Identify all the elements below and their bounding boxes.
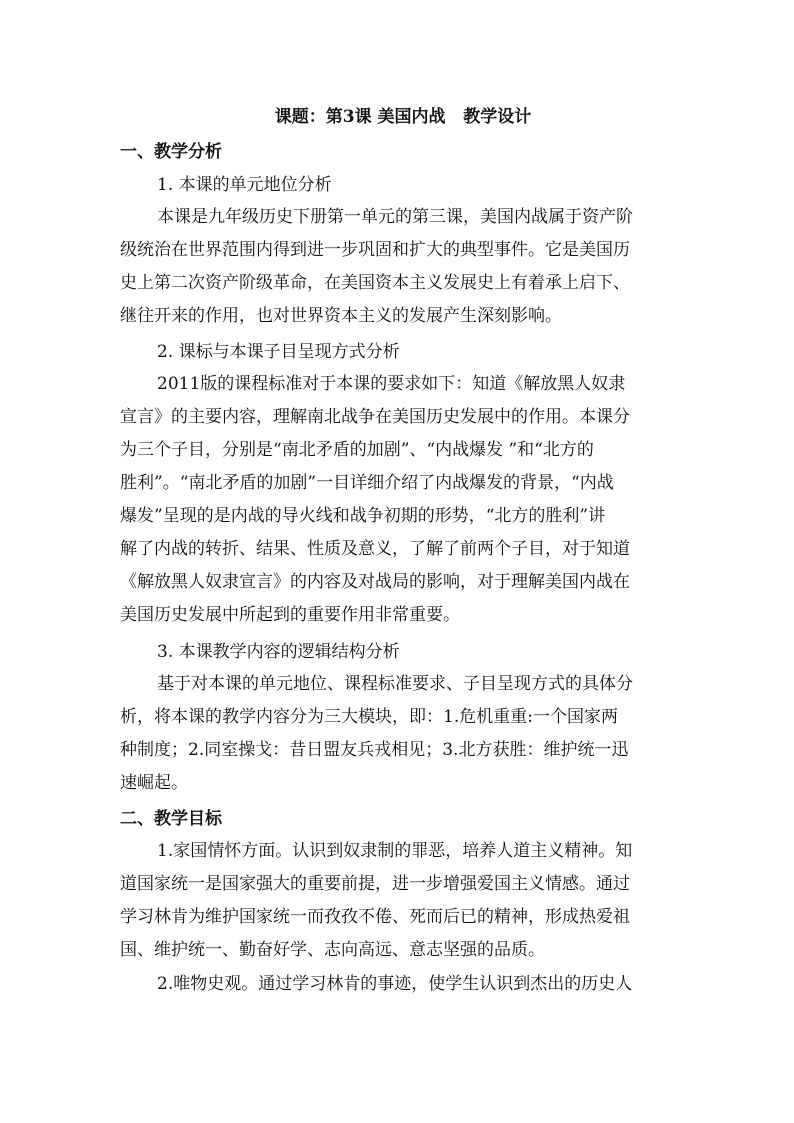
text-line: 解了内战的转折、结果、性质及意义，了解了前两个子目，对于知道 (120, 539, 630, 559)
text-line: 史上第二次资产阶级革命，在美国资本主义发展史上有着承上启下、 (120, 273, 630, 293)
paragraph-goal-materialism (120, 968, 686, 1001)
text-line: 级统治在世界范围内得到进一步巩固和扩大的典型事件。它是美国历 (120, 240, 630, 260)
text-line: 为三个子目，分别是“南北矛盾的加剧”、“内战爆发 ”和“北方的 (120, 440, 594, 460)
text-line: 析，将本课的教学内容分为三大模块，即：1.危机重重:一个国家两 (120, 707, 618, 727)
subheading-logic-structure: 3. 本课教学内容的逻辑结构分析 (157, 642, 400, 662)
text-line: 道国家统一是国家强大的重要前提，进一步增强爱国主义情感。通过 (120, 874, 630, 894)
paragraph-unit-position (120, 201, 686, 333)
text-line: 1.家国情怀方面。认识到奴隶制的罪恶，培养人道主义精神。知 (157, 841, 633, 861)
text-line: 种制度；2.同室操戈：昔日盟友兵戎相见；3.北方获胜：维护统一迅 (120, 740, 629, 760)
text-line: 学习林肯为维护国家统一而孜孜不倦、死而后已的精神，形成热爱祖 (120, 907, 630, 927)
subheading-unit-position: 1. 本课的单元地位分析 (157, 175, 332, 195)
page-title: 课题：第3课 美国内战 教学设计 (274, 107, 532, 127)
text-line: 国、维护统一、勤奋好学、志向高远、意志坚强的品质。 (120, 940, 545, 960)
paragraph-curriculum-standard (120, 368, 686, 632)
text-line: 宣言》的主要内容，理解南北战争在美国历史发展中的作用。本课分 (120, 407, 630, 427)
text-line: 《解放黑人奴隶宣言》的内容及对战局的影响，对于理解美国内战在 (120, 572, 630, 592)
text-line: 2011版的课程标准对于本课的要求如下：知道《解放黑人奴隶 (157, 374, 626, 394)
section-heading-teaching-goals: 二、教学目标 (120, 809, 222, 829)
text-line: 胜利”。“南北矛盾的加剧”一目详细介绍了内战爆发的背景，“内战 (120, 473, 614, 493)
text-line: 爆发”呈现的是内战的导火线和战争初期的形势，“北方的胜利”讲 (120, 506, 606, 526)
text-line: 2.唯物史观。通过学习林肯的事迹，使学生认识到杰出的历史人 (157, 974, 633, 994)
text-line: 继往开来的作用，也对世界资本主义的发展产生深刻影响。 (120, 306, 562, 326)
text-line: 本课是九年级历史下册第一单元的第三课，美国内战属于资产阶 (157, 207, 633, 227)
subheading-curriculum-standard: 2. 课标与本课子目呈现方式分析 (157, 342, 400, 362)
text-line: 基于对本课的单元地位、课程标准要求、子目呈现方式的具体分 (157, 674, 633, 694)
text-line: 速崛起。 (120, 773, 188, 793)
section-heading-teaching-analysis: 一、教学分析 (120, 142, 222, 162)
paragraph-logic-structure (120, 668, 686, 800)
text-line: 美国历史发展中所起到的重要作用非常重要。 (120, 605, 460, 625)
paragraph-goal-patriotism (120, 835, 686, 967)
